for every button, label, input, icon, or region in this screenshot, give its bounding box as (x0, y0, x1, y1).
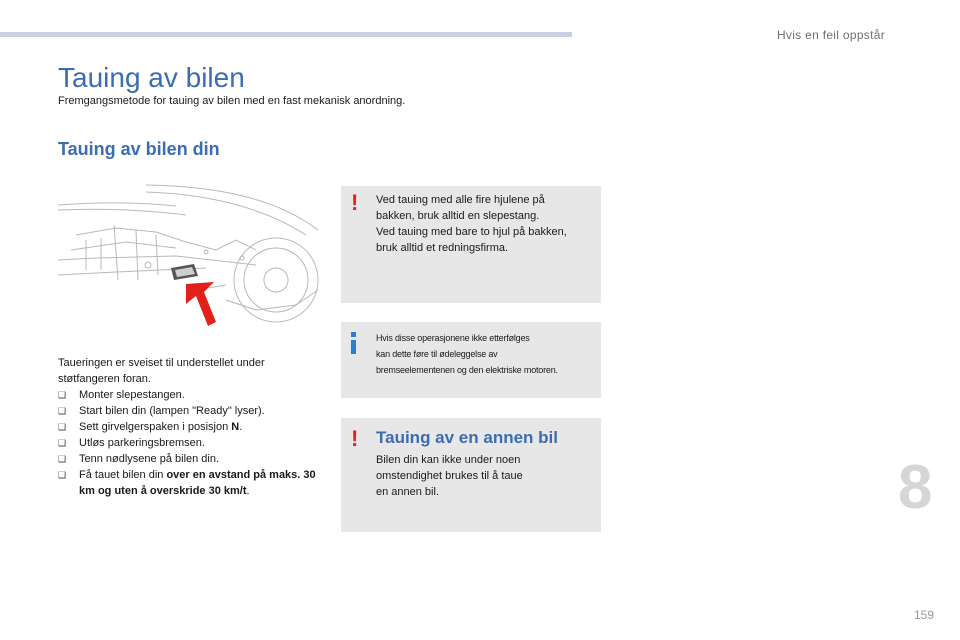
instructions-paragraph-line-1: Taueringen er sveiset til understellet under (58, 357, 265, 369)
warning-line-2: bakken, bruk alltid en slepestang. (376, 210, 540, 222)
checkbox-bullet-icon: ❏ (58, 454, 67, 464)
exclamation-icon: ! (351, 426, 359, 451)
list-item: ❏ Tenn nødlysene på bilen din. (58, 453, 220, 465)
checkbox-bullet-icon: ❏ (58, 470, 67, 480)
page-number: 159 (914, 608, 935, 622)
warning-line-3: Ved tauing med bare to hjul på bakken, (376, 226, 567, 238)
section-label: Hvis en feil oppstår (776, 28, 885, 42)
checkbox-bullet-icon: ❏ (58, 390, 67, 400)
list-item: ❏ Få tauet bilen din over en avstand på maks. 30 km og uten å overskride 30 km/t. (58, 469, 316, 497)
warning-line-4: bruk alltid et redningsfirma. (376, 242, 509, 254)
other-vehicle-title: Tauing av en annen bil (376, 428, 558, 447)
info-box (341, 322, 601, 398)
red-arrow-icon (186, 282, 216, 326)
list-item: ❏ Utløs parkeringsbremsen. (58, 437, 205, 449)
other-vehicle-line-2: omstendighet brukes til å taue (376, 470, 523, 482)
exclamation-icon: ! (351, 190, 359, 215)
list-item: ❏ Sett girvelgerspaken i posisjon N. (58, 421, 243, 433)
section-title: Tauing av bilen din (58, 139, 220, 159)
towing-instructions (58, 355, 320, 499)
other-vehicle-line-1: Bilen din kan ikke under noen (376, 454, 521, 466)
info-line-2: kan dette føre til ødeleggelse av (376, 349, 498, 359)
page-title: Tauing av bilen (58, 62, 245, 93)
instructions-paragraph-line-2: støtfangeren foran. (58, 373, 151, 385)
checkbox-bullet-icon: ❏ (58, 406, 67, 416)
other-vehicle-box (341, 418, 601, 532)
steps-list (58, 387, 320, 499)
checkbox-bullet-icon: ❏ (58, 438, 67, 448)
info-line-1: Hvis disse operasjonene ikke etterfølges (376, 333, 530, 343)
tow-ring-illustration (56, 180, 322, 338)
header-rule (0, 32, 572, 37)
warning-line-1: Ved tauing med alle fire hjulene på (376, 194, 545, 206)
page-intro: Fremgangsmetode for tauing av bilen med en fast mekanisk anordning. (58, 95, 406, 107)
list-item: ❏ Start bilen din (lampen "Ready" lyser). (58, 405, 265, 417)
other-vehicle-line-3: en annen bil. (376, 486, 439, 498)
list-item: ❏ Monter slepestangen. (58, 389, 185, 401)
warning-box (341, 186, 601, 303)
checkbox-bullet-icon: ❏ (58, 422, 67, 432)
info-line-3: bremseelementenen og den elektriske motoren. (376, 365, 558, 375)
info-icon (351, 332, 356, 354)
chapter-number: 8 (898, 453, 933, 522)
